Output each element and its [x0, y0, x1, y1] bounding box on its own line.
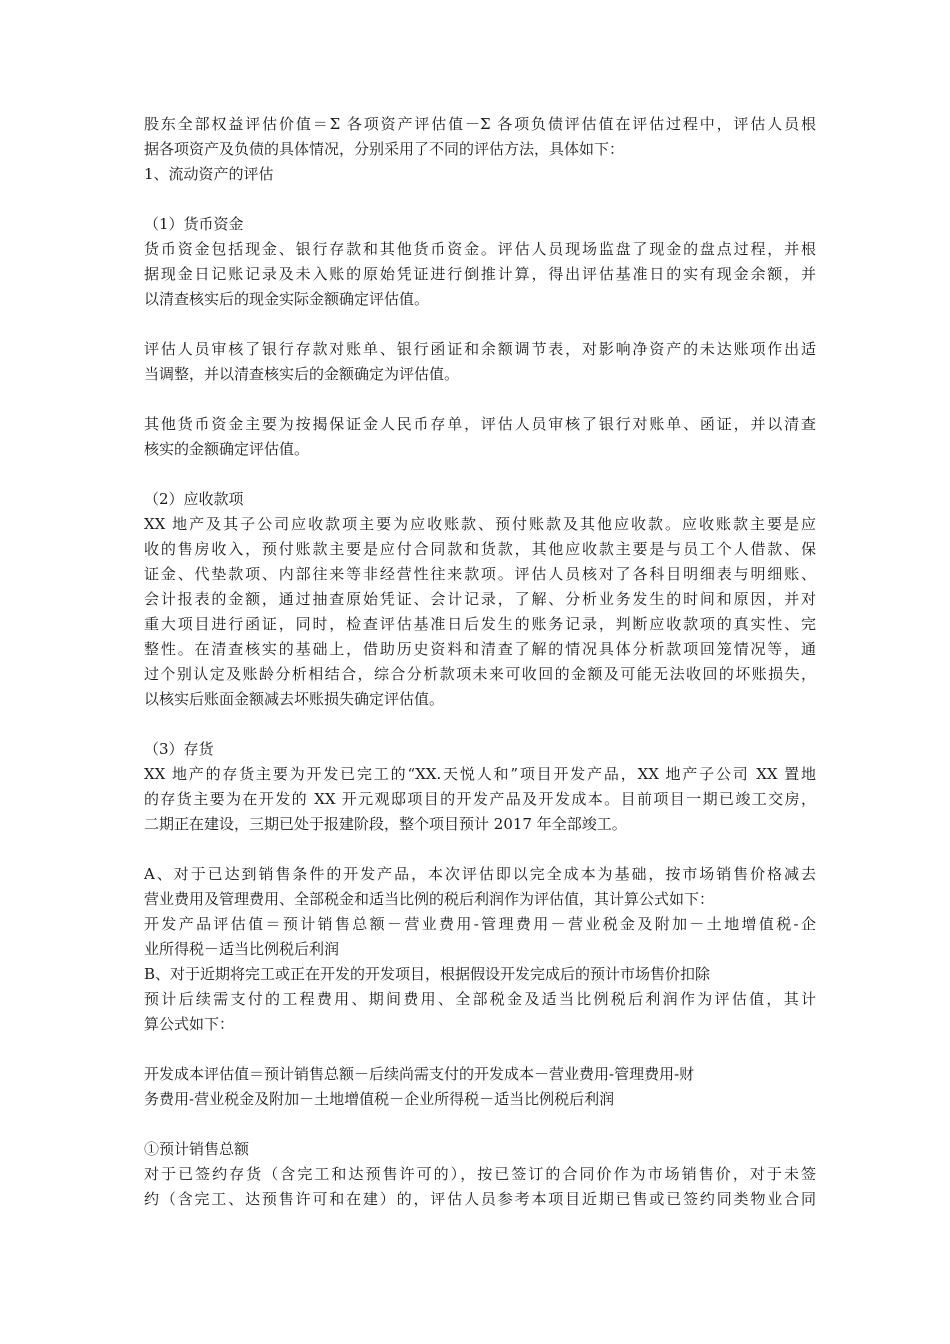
document-page	[144, 112, 816, 1212]
text-line: 评估人员审核了银行存款对账单、银行函证和余额调节表，对影响净资产的未达账项作出适	[144, 340, 816, 358]
receivables-section	[144, 487, 816, 712]
text-line: B、对于近期将完工或正在开发的开发项目，根据假设开发完成后的预计市场售价扣除	[144, 965, 711, 983]
formula-line: 业所得税－适当比例税后利润	[144, 940, 340, 958]
subsection-heading: （3）存货	[144, 740, 214, 758]
text-line: 对于已签约存货（含完工和达预售许可的），按已签订的合同价作为市场销售价，对于未签	[144, 1165, 816, 1183]
text-line: XX 地产的存货主要为开发已完工的“XX.天悦人和”项目开发产品，XX 地产子公司 XX 置地	[144, 765, 816, 783]
section-heading: 1、流动资产的评估	[144, 165, 274, 183]
text-line: 营业费用及管理费用、全部税金和适当比例的税后利润作为评估值，其计算公式如下：	[144, 890, 715, 908]
subsection-heading: （1）货币资金	[144, 215, 244, 233]
text-line: 算公式如下：	[144, 1015, 235, 1033]
text-line: 当调整，并以清查核实后的金额确定为评估值。	[144, 365, 460, 383]
subsection-heading: （2）应收款项	[144, 490, 244, 508]
text-line: A、对于已达到销售条件的开发产品，本次评估即以完全成本为基础，按市场销售价格减去	[144, 865, 816, 883]
cash-section	[144, 212, 816, 312]
text-line: 过个别认定及账龄分析相结合，综合分析款项未来可收回的金额及可能无法收回的坏账损失，	[144, 665, 816, 683]
text-line: 据各项资产及负债的具体情况，分别采用了不同的评估方法，具体如下：	[144, 140, 625, 158]
other-cash-paragraph	[144, 412, 816, 462]
method-paragraph	[144, 862, 816, 1037]
text-line: 会计报表的金额，通过抽查原始凭证、会计记录，了解、分析业务发生的时间和原因，并对	[144, 590, 816, 608]
formula-line: 务费用-营业税金及附加－土地增值税－企业所得税－适当比例税后利润	[144, 1090, 615, 1108]
formula-line: 开发产品评估值＝预计销售总额－营业费用-管理费用－营业税金及附加－土地增值税-企	[144, 915, 816, 933]
text-line: 以核实后账面金额减去坏账损失确定评估值。	[144, 690, 445, 708]
text-line: 的存货主要为在开发的 XX 开元观邸项目的开发产品及开发成本。目前项目一期已竣工交房，	[144, 790, 816, 808]
text-line: 股东全部权益评估价值＝Σ 各项资产评估值－Σ 各项负债评估值在评估过程中，评估人员根	[144, 115, 816, 133]
text-line: 二期正在建设，三期已处于报建阶段，整个项目预计 2017 年全部竣工。	[144, 815, 627, 833]
text-line: 约（含完工、达预售许可和在建）的，评估人员参考本项目近期已售或已签约同类物业合同	[144, 1190, 816, 1208]
text-line: 整性。在清查核实的基础上，借助历史资料和清查了解的情况具体分析款项回笼情况等，通	[144, 640, 816, 658]
text-line: 核实的金额确定评估值。	[144, 440, 310, 458]
cost-formula-paragraph	[144, 1062, 816, 1112]
inventory-section	[144, 737, 816, 837]
text-line: 据现金日记账记录及未入账的原始凭证进行倒推计算，得出评估基准日的实有现金余额，并	[144, 265, 816, 283]
subsection-heading: ①预计销售总额	[144, 1140, 250, 1158]
text-line: 预计后续需支付的工程费用、期间费用、全部税金及适当比例税后利润作为评估值，其计	[144, 990, 816, 1008]
text-line: 收的售房收入，预付账款主要是应付合同款和货款，其他应收款主要是与员工个人借款、保	[144, 540, 816, 558]
formula-line: 开发成本评估值＝预计销售总额－后续尚需支付的开发成本－营业费用-管理费用-财	[144, 1065, 695, 1083]
sales-total-section	[144, 1137, 816, 1212]
text-line: 以清查核实后的现金实际金额确定评估值。	[144, 290, 430, 308]
intro-block	[144, 112, 816, 187]
text-line: 货币资金包括现金、银行存款和其他货币资金。评估人员现场监盘了现金的盘点过程，并根	[144, 240, 816, 258]
text-line: 重大项目进行函证，同时，检查评估基准日后发生的账务记录，判断应收款项的真实性、完	[144, 615, 816, 633]
text-line: XX 地产及其子公司应收款项主要为应收账款、预付账款及其他应收款。应收账款主要是应	[144, 515, 816, 533]
text-line: 证金、代垫款项、内部往来等非经营性往来款项。评估人员核对了各科目明细表与明细账、	[144, 565, 816, 583]
bank-deposit-paragraph	[144, 337, 816, 387]
text-line: 其他货币资金主要为按揭保证金人民币存单，评估人员审核了银行对账单、函证，并以清查	[144, 415, 816, 433]
